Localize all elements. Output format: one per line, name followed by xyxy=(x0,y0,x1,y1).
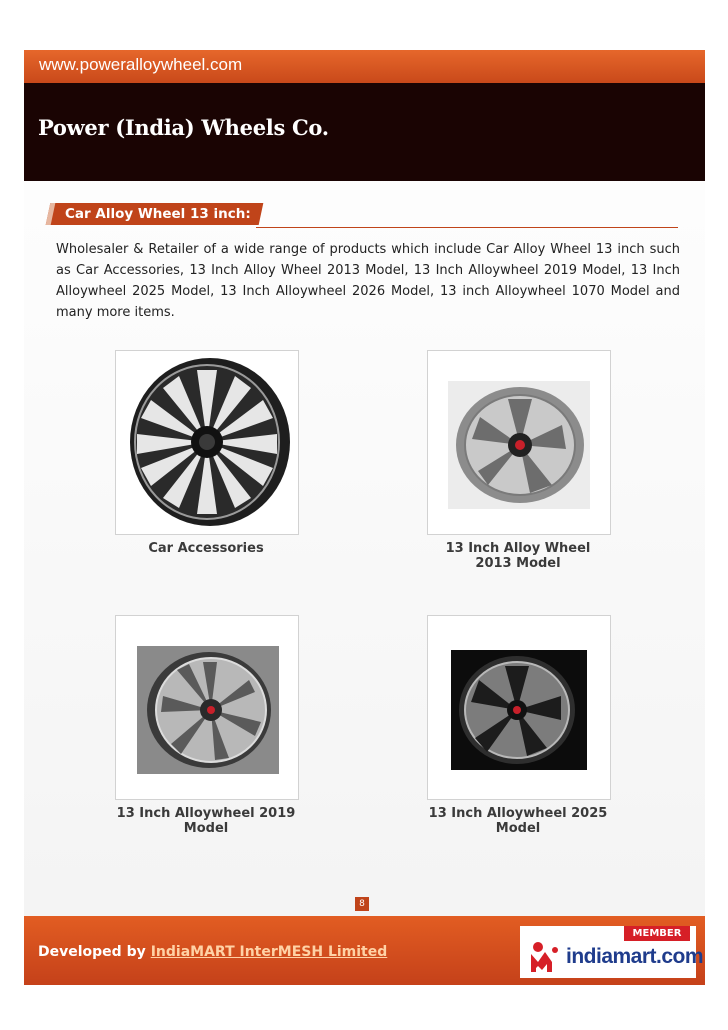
product-card-13-inch-alloy-wheel-2013[interactable] xyxy=(427,350,611,535)
product-caption[interactable]: 13 Inch Alloywheel 2019 Model xyxy=(116,806,296,836)
developed-by-label: Developed by xyxy=(38,944,146,960)
title-bar xyxy=(24,83,705,181)
alloy-wheel-black-silver-icon xyxy=(123,356,293,528)
indiamart-logo-text: indiamart.com xyxy=(566,945,704,968)
company-name: Power (India) Wheels Co. xyxy=(38,115,329,140)
developed-by xyxy=(38,944,387,960)
indiamart-m-icon xyxy=(528,940,562,974)
indiamart-logo[interactable] xyxy=(520,926,704,978)
footer-bar xyxy=(24,916,705,985)
product-caption[interactable]: 13 Inch Alloywheel 2025 Model xyxy=(428,806,608,836)
member-badge: MEMBER xyxy=(624,926,690,941)
page-number: 8 xyxy=(355,897,369,911)
section-title: Car Alloy Wheel 13 inch: xyxy=(65,206,251,222)
url-bar xyxy=(24,50,705,83)
product-caption[interactable]: Car Accessories xyxy=(148,541,264,556)
brochure-page xyxy=(24,50,705,985)
alloy-wheel-silver-spokes-icon xyxy=(137,646,279,774)
alloy-wheel-silver-icon xyxy=(448,381,590,509)
product-card-13-inch-alloywheel-2025[interactable] xyxy=(427,615,611,800)
section-tab xyxy=(46,203,263,225)
section-divider xyxy=(256,227,678,228)
product-caption[interactable]: 13 Inch Alloy Wheel 2013 Model xyxy=(445,541,591,571)
website-url[interactable]: www.poweralloywheel.com xyxy=(39,55,243,74)
alloy-wheel-dark-icon xyxy=(451,650,587,770)
product-card-13-inch-alloywheel-2019[interactable] xyxy=(115,615,299,800)
product-card-car-accessories[interactable] xyxy=(115,350,299,535)
indiamart-link[interactable]: IndiaMART InterMESH Limited xyxy=(150,944,388,960)
section-description: Wholesaler & Retailer of a wide range of products which include Car Alloy Wheel 13 inch such as Car Accessories, 13 Inch Alloy Wheel 2013 Model, 13 Inch Alloywheel 2019 Model, 13 Inch Alloywheel 2025 Model, 13 Inch Alloywheel 2026 Model, 13 inch Alloywheel 1070 Model and many more items. xyxy=(56,242,680,320)
